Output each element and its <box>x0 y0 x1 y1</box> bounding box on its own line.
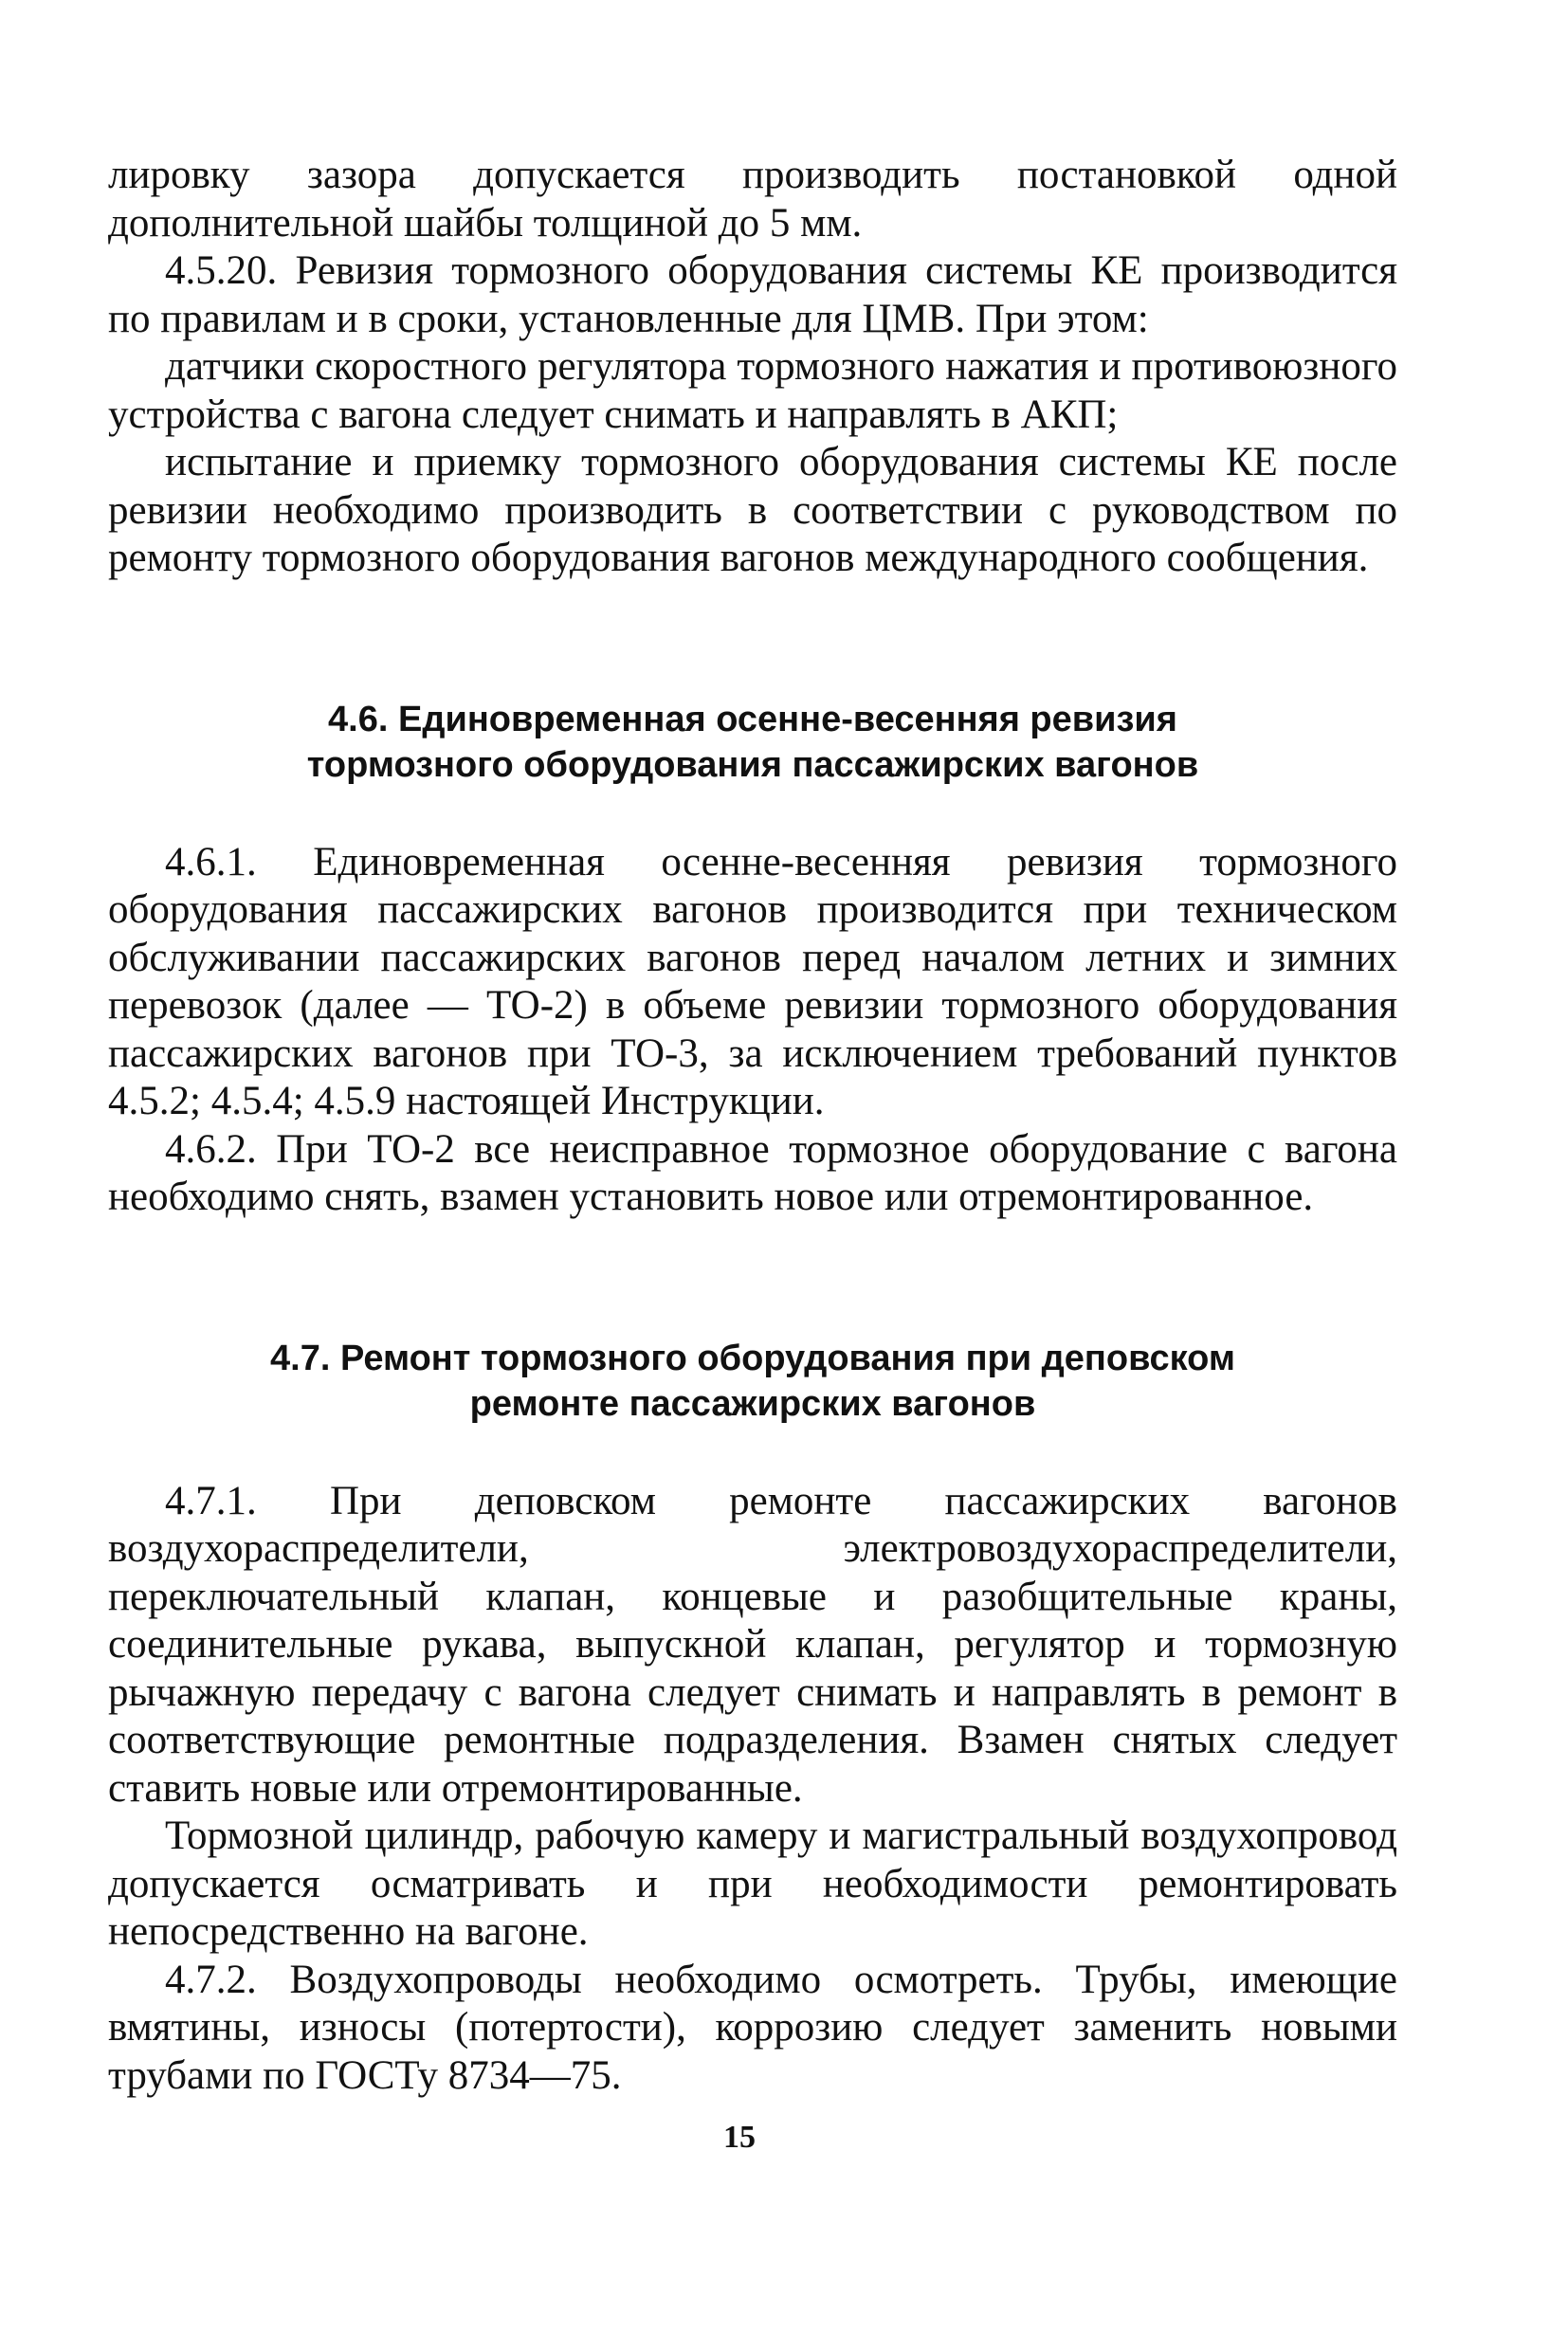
paragraph-brake-cylinder: Тормозной цилиндр, рабочую камеру и магистральный воздухопровод допускается осматривать и при необходимости ремонтировать непосредственно на вагоне. <box>108 1813 1397 1954</box>
paragraph-sensors: датчики скоростного регулятора тормозного нажатия и противоюзного устройства с вагона следует снимать и направлять в АКП; <box>108 344 1397 437</box>
paragraph-4-6-2: 4.6.2. При ТО-2 все неисправное тормозное оборудование с вагона необходимо снять, взамен установить новое или отремонтированное. <box>108 1126 1397 1219</box>
heading-spacer <box>108 788 1397 839</box>
paragraph-4-7-2: 4.7.2. Воздухопроводы необходимо осмотреть. Трубы, имеющие вмятины, износы (потертости), коррозию следует заменить новыми трубами по ГОСТу 8734—75. <box>108 1957 1397 2098</box>
heading-4-6-line1: 4.6. Единовременная осенне-весенняя ревизия <box>328 699 1177 739</box>
heading-section-4-7 <box>108 1336 1397 1427</box>
paragraph-4-6-1: 4.6.1. Единовременная осенне-весенняя ревизия тормозного оборудования пассажирских вагонов производится при техническом обслуживании пассажирских вагонов перед началом летних и зимних перевозок (далее — ТО-2) в объеме ревизии тормозного оборудования пассажирских вагонов при ТО-3, за исключением требований пунктов 4.5.2; 4.5.4; 4.5.9 настоящей Инструкции. <box>108 839 1397 1123</box>
paragraph-continuation: лировку зазора допускается производить постановкой одной дополнительной шайбы толщиной до 5 мм. <box>108 153 1397 246</box>
heading-4-7-line2: ремонте пассажирских вагонов <box>469 1383 1036 1424</box>
paragraph-4-5-20: 4.5.20. Ревизия тормозного оборудования системы КЕ производится по правилам и в сроки, установленные для ЦМВ. При этом: <box>108 248 1397 341</box>
heading-4-7-line1: 4.7. Ремонт тормозного оборудования при деповском <box>270 1338 1235 1378</box>
document-page <box>108 152 1397 2100</box>
paragraph-4-7-1: 4.7.1. При деповском ремонте пассажирских вагонов воздухораспределители, электровоздухораспределители, переключательный клапан, концевые и разобщительные краны, соединительные рукава, выпускной клапан, регулятор и тормозную рычажную передачу с вагона следует снимать и направлять в ремонт в соответствующие ремонтные подразделения. Взамен снятых следует ставить новые или отремонтированные. <box>108 1478 1397 1811</box>
paragraph-testing: испытание и приемку тормозного оборудования системы КЕ после ревизии необходимо производить в соответствии с руководством по ремонту тормозного оборудования вагонов международного сообщения. <box>108 440 1397 580</box>
heading-spacer <box>108 1427 1397 1478</box>
section-spacer <box>108 1222 1397 1336</box>
heading-4-6-line2: тормозного оборудования пассажирских вагонов <box>306 744 1199 785</box>
section-spacer <box>108 583 1397 697</box>
page-number: 15 <box>723 2120 756 2155</box>
heading-section-4-6 <box>108 697 1397 788</box>
